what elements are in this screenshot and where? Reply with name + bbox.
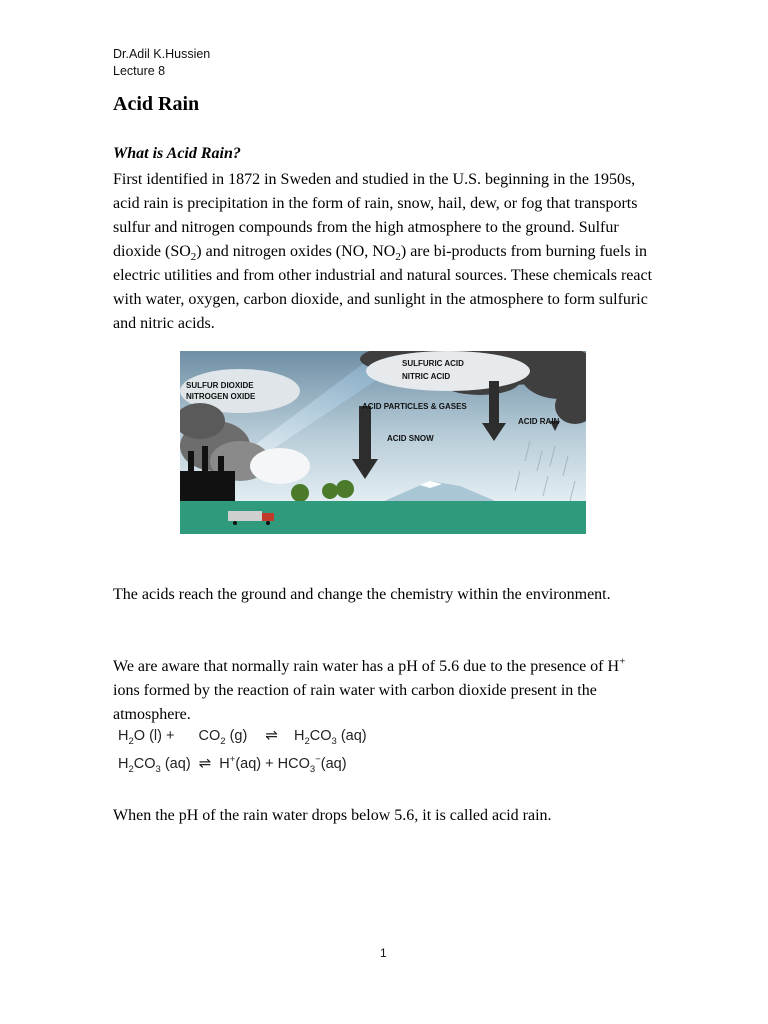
chemical-equations (118, 722, 367, 778)
eq1-prod-sub1: 2 (304, 735, 310, 747)
label-nitric-acid: NITRIC ACID (402, 372, 451, 381)
eq2-hco3-sub: 3 (309, 763, 316, 775)
section-heading: What is Acid Rain? (113, 145, 241, 162)
intro-paragraph (113, 168, 653, 336)
page-number: 1 (380, 946, 387, 960)
eq1-prod-sub2: 3 (331, 735, 337, 747)
eq2-hplus-sup: + (229, 754, 236, 766)
lecture-label: Lecture 8 (113, 64, 166, 78)
label-sulfuric-acid: SULFURIC ACID (402, 359, 464, 368)
eq2-hplus: H (219, 756, 230, 772)
intro-text-b: ) and nitrogen oxides (NO, NO (196, 243, 396, 260)
ph-text-a: We are aware that normally rain water has a pH of 5.6 due to the presence of H (113, 658, 620, 675)
ph-text-b: ions formed by the reaction of rain water with carbon dioxide present in the atmosphere. (113, 682, 597, 723)
eq1-prod-co: CO (309, 728, 332, 744)
label-acid-snow: ACID SNOW (387, 434, 434, 443)
eq1-h: H (118, 728, 129, 744)
intro-text-c: ) are bi-products from burning fuels in electric utilities and from other industrial and natural sources. These chemicals react with water, oxygen, carbon dioxide, and sunlight in the atmosphere to form sulfuric and nitric acids. (113, 243, 653, 332)
eq1-co2-rest: (g) (225, 728, 248, 744)
ph-paragraph (113, 655, 653, 727)
eq1-prod-h: H (293, 728, 305, 744)
steam (250, 448, 310, 484)
eq2-sub2: 3 (155, 763, 161, 775)
label-acid-particles: ACID PARTICLES & GASES (362, 402, 467, 411)
eq2-sub1: 2 (128, 763, 134, 775)
author-name: Dr.Adil K.Hussien (113, 47, 211, 61)
acid-cloud (366, 351, 530, 391)
label-sulfur-dioxide: SULFUR DIOXIDE (186, 381, 254, 390)
eq2-hco3-state: (aq) (320, 756, 347, 772)
eq2-hco3-sup: − (315, 754, 321, 766)
eq1-h2o-sub: 2 (128, 735, 134, 747)
no2-subscript: 2 (395, 251, 401, 264)
acid-rain-diagram (180, 351, 586, 534)
label-acid-rain: ACID RAIN (518, 417, 560, 426)
eq1-prod-state: (aq) (336, 728, 367, 744)
definition-paragraph: When the pH of the rain water drops below 5.6, it is called acid rain. (113, 807, 552, 824)
eq1-h2o-rest: O (l) + (133, 728, 175, 744)
h-plus-superscript: + (619, 655, 626, 668)
so2-subscript: 2 (190, 251, 197, 264)
page-title: Acid Rain (113, 93, 200, 115)
eq1-co: CO (198, 728, 221, 744)
equation-2 (118, 750, 367, 778)
eq2-co: CO (133, 756, 156, 772)
eq2-state: (aq) (160, 756, 191, 772)
intro-text-a: First identified in 1872 in Sweden and studied in the U.S. beginning in the 1950s, acid rain is precipitation in the form of rain, snow, hail, dew, or fog that transports sulfur and nitrogen compounds from the high atmosphere to the ground. Sulfur dioxide (SO (113, 171, 638, 260)
label-nitrogen-oxide: NITROGEN OXIDE (186, 392, 256, 401)
eq1-co2-sub: 2 (220, 735, 226, 747)
equilibrium-arrow-icon: ⇌ (198, 755, 212, 772)
equilibrium-arrow-icon: ⇌ (265, 727, 278, 744)
eq2-mid: (aq) + HCO (235, 756, 310, 772)
eq2-h: H (118, 756, 129, 772)
acids-paragraph: The acids reach the ground and change the chemistry within the environment. (113, 586, 611, 603)
equation-1 (118, 722, 367, 750)
